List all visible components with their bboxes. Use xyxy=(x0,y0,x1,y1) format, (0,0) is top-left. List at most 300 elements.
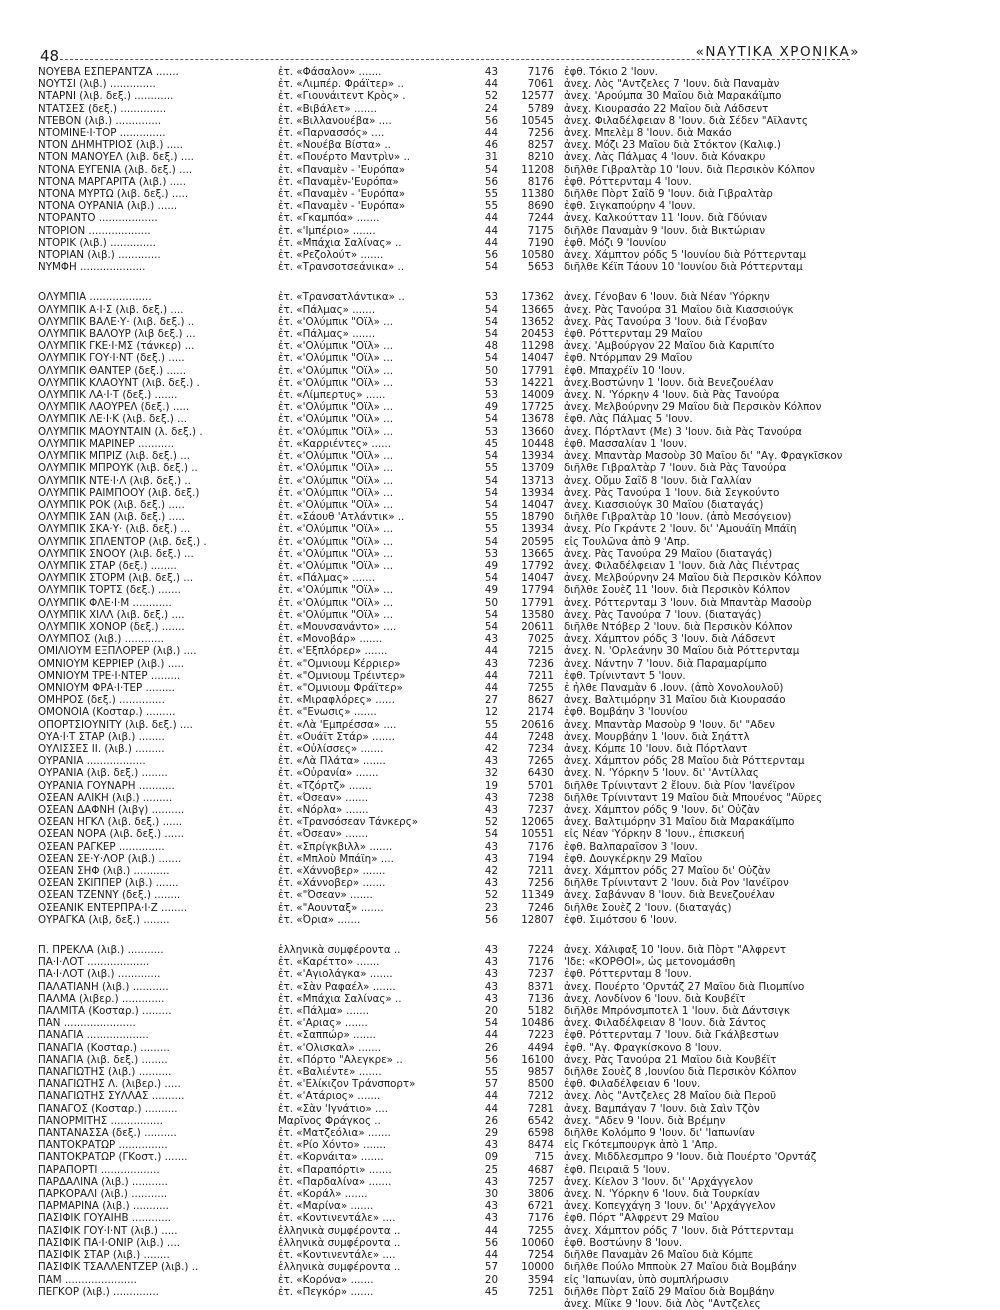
ship-agent: ἐτ. «Τρανσοτσεάνικα» .. xyxy=(278,261,405,274)
ship-tonnage: 6721 xyxy=(527,1200,554,1213)
ship-position: ἀνεχ. Ν. 'Ορλεάνην 30 Μαΐου διὰ Ρόττερνταμ xyxy=(564,645,800,658)
ship-agent: ἐτ. «Παναμὲν - 'Ευρόπα» xyxy=(278,188,406,201)
ship-tonnage: 7257 xyxy=(527,1175,554,1188)
ship-position: ἐφθ. Δουγκέρκην 29 Μαΐου xyxy=(564,852,703,865)
ship-agent: ἑλληνικὰ συμφέροντα .. xyxy=(278,1224,401,1237)
ship-tonnage: 7212 xyxy=(527,1090,554,1103)
ship-tonnage-code: 43 xyxy=(484,66,498,78)
table-row xyxy=(38,1176,842,1188)
ship-tonnage: 5701 xyxy=(527,779,554,792)
ship-tonnage-code: 50 xyxy=(484,364,498,377)
ship-position: ἀνεχ. Χάμπτον ρόδς 28 Μαΐου διὰ Ρόττερνταμ xyxy=(564,755,805,768)
ship-position: ἀνεχ. Μπαντὰρ Μασοὺρ 30 Μαΐου δι' "Αγ. Φραγκῖσκον xyxy=(564,450,842,463)
ship-position: ἀνεχ. Καλκούτταν 11 'Ιουν. διὰ Γδύνιαν xyxy=(564,212,768,225)
ship-position: ἐφθ. Φιλαδέλφειαν 6 'Ιουν. xyxy=(564,1078,701,1091)
ship-agent: ἐτ. «Ματζεόλια» ....... xyxy=(278,1127,391,1140)
ship-name: ΟΥΡΑΝΙΑ (λιβ. δεξ.) ........ xyxy=(38,767,168,780)
ship-agent: ἐτ. «Σαππώρ» ....... xyxy=(278,1029,376,1042)
ship-tonnage: 17794 xyxy=(521,584,554,597)
ship-agent: ἐτ. «'Ολύμπικ "Οϊλ» ... xyxy=(278,315,393,328)
ship-tonnage: 10000 xyxy=(521,1261,554,1274)
ship-name: ΟΜΙΛΙΟΥΜ ΕΞΠΛΟΡΕΡ (λιβ.) .... xyxy=(38,645,197,658)
ship-name: ΠΑΝΑΓΙΑ (Κοσταρ.) ......... xyxy=(38,1041,170,1054)
ship-tonnage: 13580 xyxy=(521,608,554,621)
ship-tonnage-code: 54 xyxy=(484,328,498,341)
ship-tonnage: 7190 xyxy=(527,236,554,249)
table-row xyxy=(38,90,842,102)
ship-position: ἀνεχ. Ρίο Γκράντε 2 'Ιουν. δι' 'Αμουάϊη Μπάϊη xyxy=(564,523,797,536)
ship-tonnage-code: 55 xyxy=(484,1066,498,1079)
ship-tonnage: 4687 xyxy=(527,1163,554,1176)
table-row xyxy=(38,1066,842,1078)
ship-position: ἀνεχ. Μόζι 23 Μαΐου διὰ Στόκτον (Καλιφ.) xyxy=(564,139,781,152)
ship-position: ἀνεχ. 'Αμβούργον 22 Μαΐου διὰ Καριπίτο xyxy=(564,340,775,353)
ship-agent: ἐτ. «Όσεαν» ....... xyxy=(278,828,369,841)
ship-name: ΟΥΛΙΣΣΕΣ ΙΙ. (λιβ.) ......... xyxy=(38,742,165,755)
ship-agent: ἐτ. «Οὐλίσσες» ....... xyxy=(278,742,384,755)
ship-tonnage: 8474 xyxy=(527,1139,554,1152)
ship-agent: ἐτ. «Πουέρτο Μαντρὶν» .. xyxy=(278,151,410,164)
ship-agent: ἐτ. «'Ολύμπικ "Οϊλ» ... xyxy=(278,340,393,353)
ship-name: ΝΤΟΡΑΝΤΟ .................. xyxy=(38,212,158,225)
ship-position: ἀνεχ. Κιουρασάο 22 Μαΐου διὰ Λάδσεντ xyxy=(564,102,769,115)
ship-agent: ἐτ. «'Ολύμπικ "Οϊλ» ... xyxy=(278,584,393,597)
ship-tonnage-code: 26 xyxy=(484,1114,498,1127)
table-row xyxy=(38,853,842,865)
ship-position: ἀνεχ. Νάντην 7 'Ιουν. διὰ Παραμαρίμπο xyxy=(564,657,767,670)
ship-agent: ἐτ. «Βαλιέντε» ....... xyxy=(278,1066,382,1079)
ship-tonnage: 14047 xyxy=(521,498,554,511)
ship-name: ΟΥΡΑΝΙΑ .................. xyxy=(38,755,146,768)
ship-name: ΟΛΥΜΠΙΚ ΣΤΟΡΜ (λιβ. δεξ.) ... xyxy=(38,572,194,585)
ship-tonnage-code: 52 xyxy=(484,816,498,829)
ship-tonnage: 13660 xyxy=(521,425,554,438)
ship-agent: ἐτ. «Φάσαλον» ....... xyxy=(278,66,382,78)
ship-tonnage: 17791 xyxy=(521,596,554,609)
ship-name: ΟΛΥΜΠΙΚ ΜΑΟΥΝΤΑΙΝ (λ. δεξ.) . xyxy=(38,425,203,438)
ship-name: ΟΜΟΝΟΙΑ (Κοσταρ.) ......... xyxy=(38,706,176,719)
ship-tonnage: 5789 xyxy=(527,102,554,115)
ship-position: ἀνεχ. Κίελον 3 'Ιουν. δι' 'Αρχάγγελον xyxy=(564,1175,753,1188)
ship-name: ΠΑΝΤΟΚΡΑΤΩΡ ............... xyxy=(38,1139,168,1152)
ship-tonnage-code: 43 xyxy=(484,633,498,646)
ship-name: ΟΛΥΜΠΙΚ ΜΠΡΙΖ (λιβ. δεξ.) ... xyxy=(38,450,191,463)
ship-name: ΟΣΕΑΝ ΡΑΓΚΕΡ .............. xyxy=(38,840,165,853)
ship-tonnage: 13652 xyxy=(521,315,554,328)
ship-position: διῆλθε Κολόμπο 9 'Ιουν. δι' 'Ιαπωνίαν xyxy=(564,1127,755,1140)
table-row xyxy=(38,511,842,523)
ship-tonnage: 2174 xyxy=(527,706,554,719)
ship-position: ἐφθ. Βομβάην 3 'Ιουνίου xyxy=(564,706,688,719)
ship-position: διῆλθε Πούλο Μπποὺκ 27 Μαΐου διὰ Βομβάην xyxy=(564,1261,797,1274)
ship-name: ΠΑΝΑΓΙΑ ................... xyxy=(38,1029,149,1042)
table-row xyxy=(38,377,842,389)
table-row xyxy=(38,914,842,926)
table-row xyxy=(38,1103,842,1115)
ship-agent: ἐτ. «Μπλοὺ Μπάϊη» .... xyxy=(278,852,394,865)
ship-position: ἀνεχ. Λὰς Πάλμας 4 'Ιουν. διὰ Κόνακρυ xyxy=(564,151,766,164)
ship-name: ΟΛΥΜΠΙΚ ΡΟΚ (λιβ. δεξ.) ..... xyxy=(38,498,185,511)
ship-name: ΝΤΟΡΙΟΝ ................... xyxy=(38,224,151,237)
ship-name: ΠΑΝΑΓΟΣ (Κοσταρ.) .......... xyxy=(38,1102,178,1115)
ship-tonnage-code: 42 xyxy=(484,865,498,877)
ship-position: ἀνεχ. Γένοβαν 6 'Ιουν. διὰ Νέαν 'Υόρκην xyxy=(564,291,770,304)
ship-tonnage-code: 44 xyxy=(484,1090,498,1103)
table-row xyxy=(38,816,842,828)
ship-agent: ἐτ. «Βιβάλετ» ....... xyxy=(278,102,377,115)
ship-tonnage-code: 44 xyxy=(484,224,498,237)
ship-agent: ἐτ. «Χάννοβερ» ....... xyxy=(278,865,386,877)
ship-tonnage-code: 46 xyxy=(484,139,498,152)
ship-name: ΟΛΥΜΠΙΑ ................... xyxy=(38,291,152,304)
ship-name: ΝΤΟΝ ΜΑΝΟΥΕΛ (λιβ. δεξ.) .... xyxy=(38,151,194,164)
table-row xyxy=(38,1212,842,1224)
ship-agent: ἐτ. «'Ολύμπικ "Οϊλ» ... xyxy=(278,474,393,487)
ship-tonnage-code: 44 xyxy=(484,1029,498,1042)
ship-tonnage: 8627 xyxy=(527,694,554,707)
table-row xyxy=(38,352,842,364)
ship-tonnage: 7211 xyxy=(527,669,554,682)
ship-tonnage-code: 43 xyxy=(484,657,498,670)
ship-tonnage: 11349 xyxy=(521,889,554,902)
ship-name: ΟΠΟΡΤΣΙΟΥΝΙΤΥ (λιβ. δεξ.) .... xyxy=(38,718,193,731)
table-row xyxy=(38,401,842,413)
ship-position: ἀνεχ. Χάμπτον ρόδς 7 'Ιουν. διὰ Ρόττερνταμ xyxy=(564,1224,794,1237)
ship-position: ἀνεχ. Φιλαδέλφειαν 8 'Ιουν. διὰ Σάντος xyxy=(564,1017,767,1030)
ship-name: ΠΑΜ ...................... xyxy=(38,1273,137,1286)
ship-tonnage: 7234 xyxy=(527,742,554,755)
table-row xyxy=(38,694,842,706)
ship-agent: ἐτ. «'Ολύμπικ "Οϊλ» ... xyxy=(278,352,393,365)
table-row xyxy=(38,1029,842,1041)
table-row xyxy=(38,103,842,115)
ship-name: ΠΑΣΙΦΙΚ ΤΣΑΛΛΕΝΤΖΕΡ (λιβ.) .. xyxy=(38,1261,199,1274)
ship-position: διῆλθε Τρίνινταντ 2 ἔΙουν. διὰ Ρίον 'Ιανέϊρον xyxy=(564,779,795,792)
ship-tonnage: 20611 xyxy=(521,620,554,633)
ship-agent: ἑλληνικὰ συμφέροντα .. xyxy=(278,944,401,957)
ship-position: ἀνεχ. Χάμπτον ρόδς 5 'Ιουνίου διὰ Ρόττερνταμ xyxy=(564,249,807,262)
ship-tonnage-code: 27 xyxy=(484,694,498,707)
ship-tonnage: 14221 xyxy=(521,376,554,389)
ship-name: ΝΤΟΡΙΑΝ (λιβ.) ............. xyxy=(38,249,161,262)
ship-tonnage-code: 48 xyxy=(484,340,498,353)
ship-agent: ἐτ. «"Ενωσις» ....... xyxy=(278,706,377,719)
ship-tonnage-code: 43 xyxy=(484,992,498,1005)
ship-tonnage-code: 43 xyxy=(484,791,498,804)
table-row xyxy=(38,633,842,645)
ship-agent: ἐτ. «Λὰ 'Εμπρέσσα» .... xyxy=(278,718,397,731)
ship-agent xyxy=(278,1298,458,1310)
ship-name: ΟΣΕΑΝ ΣΗΦ (λιβ.) ........... xyxy=(38,865,170,877)
table-row xyxy=(38,1225,842,1237)
ship-name: ΟΣΕΑΝ ΤΖΕΝΝΥ (δεξ.) ........ xyxy=(38,889,181,902)
ship-tonnage: 14009 xyxy=(521,389,554,402)
ship-tonnage-code: 45 xyxy=(484,437,498,450)
ship-name: ΝΤΟΜΙΝΕ·Ι·ΤΟΡ .............. xyxy=(38,127,166,140)
ship-name: ΠΑΣΙΦΙΚ ΠΑ·Ι·ΟΝΙΡ (λιβ.) .... xyxy=(38,1236,181,1249)
table-row xyxy=(38,127,842,139)
table-row xyxy=(38,572,842,584)
ship-name: ΝΤΟΝ ΔΗΜΗΤΡΙΟΣ (λιβ.) ..... xyxy=(38,139,184,152)
ship-tonnage-code: 43 xyxy=(484,956,498,969)
ship-name: ΟΛΥΜΠΙΚ ΛΑ·Ι·Τ (δεξ.) ....... xyxy=(38,389,178,402)
ship-position: διῆλθε Τρίνινταντ 19 Μαΐου διὰ Μπουένος "Αϋρες xyxy=(564,791,823,804)
page-number: 48 xyxy=(40,47,60,65)
ship-position: ἐφθ. Μπαχρέϊν 10 'Ιουν. xyxy=(564,364,686,377)
ship-name: ΟΣΕΑΝ ΣΕ·Υ·ΛΟΡ (λιβ.) ....... xyxy=(38,852,182,865)
table-row xyxy=(38,340,842,352)
ship-tonnage: 7025 xyxy=(527,633,554,646)
table-row xyxy=(38,1237,842,1249)
ship-tonnage-code: 44 xyxy=(484,1102,498,1115)
ship-name: ΟΣΕΑΝ ΔΑΦΝΗ (λιβγ) .......... xyxy=(38,803,185,816)
ship-name: ΟΛΥΜΠΙΚ ΦΛΕ·Ι·Μ ............ xyxy=(38,596,172,609)
table-row xyxy=(38,584,842,596)
ship-position: ἐφθ. Τόκιο 2 'Ιουν. xyxy=(564,66,658,78)
ship-agent: ἐτ. «"Αουνταξ» ....... xyxy=(278,901,384,914)
ship-tonnage: 13713 xyxy=(521,474,554,487)
ship-agent: ἐτ. «Κορόνα» ....... xyxy=(278,1273,374,1286)
ship-tonnage: 11298 xyxy=(521,340,554,353)
ship-tonnage-code: 43 xyxy=(484,803,498,816)
ship-agent: ἐτ. «"Ομνιουμ Φράϊτερ» xyxy=(278,681,403,694)
ship-tonnage-code: 54 xyxy=(484,498,498,511)
ship-agent: ἐτ. «Μπάχια Σαλίνας» .. xyxy=(278,236,402,249)
ship-agent: ἐτ. «'Ολύμπικ "Οϊλ» ... xyxy=(278,425,393,438)
ship-tonnage xyxy=(502,1298,564,1310)
ship-tonnage-code: 55 xyxy=(484,200,498,213)
ship-tonnage: 13678 xyxy=(521,413,554,426)
ship-tonnage: 3594 xyxy=(527,1273,554,1286)
table-row xyxy=(38,645,842,657)
table-row xyxy=(38,438,842,450)
table-row xyxy=(38,389,842,401)
ship-position: ἀνεχ. Βαλτιμόρην 31 Μαΐου διὰ Κιουρασάο xyxy=(564,694,786,707)
ship-tonnage: 7194 xyxy=(527,852,554,865)
ship-name: ΠΑΡΑΠΟΡΤΙ .................. xyxy=(38,1163,160,1176)
ship-position: διῆλθε Σουὲζ 11 'Ιουν. διὰ Περσικὸν Κόλπον xyxy=(564,584,791,597)
table-row xyxy=(38,755,842,767)
ship-position: ἀνεχ. Χάμπτον ρόδς 27 Μαΐου δι' Οὐζὰν xyxy=(564,865,771,877)
ship-tonnage-code: 32 xyxy=(484,767,498,780)
ship-agent: ἐτ. «Πόρτο "Αλεγκρε» .. xyxy=(278,1053,403,1066)
ship-name: ΟΛΥΜΠΙΚ ΓΚΕ·Ι·ΜΣ (τάνκερ) ... xyxy=(38,340,195,353)
table-row xyxy=(38,1127,842,1139)
table-row xyxy=(38,706,842,718)
ship-tonnage-code: 54 xyxy=(484,486,498,499)
ship-agent: ἐτ. «'Ολύμπικ "Οϊλ» ... xyxy=(278,462,393,475)
ship-position: ἀνεχ. Μίϊκε 9 'Ιουν. διὰ Λὸς "Αντζελες xyxy=(564,1297,761,1310)
ship-tonnage: 13665 xyxy=(521,303,554,316)
ship-tonnage: 715 xyxy=(534,1151,554,1164)
table-row xyxy=(38,609,842,621)
ship-tonnage: 8176 xyxy=(527,175,554,188)
ship-position: ἀνεχ. 'Αρούμπα 30 Μαΐου διὰ Μαρακάϊμπο xyxy=(564,90,782,103)
ship-agent: ἐτ. «Πάλμα» ....... xyxy=(278,1005,370,1018)
ship-position: ἐφθ. Τρίνινταντ 5 'Ιουν. xyxy=(564,669,686,682)
table-row xyxy=(38,78,842,90)
ship-agent: ἐτ. «'Ελίκιζον Τράνσπορτ» xyxy=(278,1078,416,1091)
ship-tonnage: 6430 xyxy=(527,767,554,780)
table-row xyxy=(38,475,842,487)
ship-agent: ἑλληνικὰ συμφέροντα .. xyxy=(278,1261,401,1274)
ship-position: διῆλθε Σουὲζ 8 ,Ιουνίου διὰ Περσικὸν Κόλπον xyxy=(564,1066,797,1079)
ship-agent: ἐτ. «Καρέττο» ....... xyxy=(278,956,380,969)
ship-tonnage-code: 54 xyxy=(484,163,498,176)
ship-tonnage-code: 43 xyxy=(484,1139,498,1152)
ship-tonnage-code: 43 xyxy=(484,968,498,981)
ship-position: ἀνεχ. Ρὰς Τανούρα 21 Μαΐου διὰ Κουβέϊτ xyxy=(564,1053,777,1066)
table-row xyxy=(38,151,842,163)
ship-tonnage: 3806 xyxy=(527,1188,554,1201)
table-row xyxy=(38,865,842,877)
group-separator xyxy=(38,926,842,944)
ship-tonnage-code: 44 xyxy=(484,645,498,658)
ship-name: ΟΛΥΜΠΙΚ ΤΟΡΤΣ (δεξ.) ....... xyxy=(38,584,181,597)
ship-name: ΟΛΥΜΠΙΚ ΣΝΟΟΥ (λιβ. δεξ.) ... xyxy=(38,547,194,560)
ship-agent: ἐτ. «'Αριας» ....... xyxy=(278,1017,368,1030)
ship-tonnage-code: 56 xyxy=(484,1236,498,1249)
ship-tonnage: 7244 xyxy=(527,212,554,225)
table-row xyxy=(38,828,842,840)
ship-agent: ἐτ. «Τζόρτζ» ....... xyxy=(278,779,372,792)
ship-tonnage: 10580 xyxy=(521,249,554,262)
ship-name: ΟΛΥΜΠΙΚ Α·Ι·Σ (λιβ. δεξ.) .... xyxy=(38,303,184,316)
table-row xyxy=(38,261,842,273)
ship-name: ΝΤΟΡΙΚ (λιβ.) .............. xyxy=(38,236,156,249)
ship-agent: ἐτ. «Όσεαν» ....... xyxy=(278,791,369,804)
ship-tonnage-code: 53 xyxy=(484,547,498,560)
ship-agent: ἐτ. «Λιμπέρ. Φράϊτερ» .. xyxy=(278,78,404,91)
ship-agent: ἐτ. «Πάλμας» ....... xyxy=(278,328,376,341)
ship-tonnage-code: 54 xyxy=(484,620,498,633)
ship-position: ἐ ἦλθε Παναμὰν 6 .Ιουν. (ἀπὸ Χονολουλοῦ) xyxy=(564,681,784,694)
ship-tonnage: 7224 xyxy=(527,944,554,957)
ship-agent: ἐτ. «Κορνάιτα» ....... xyxy=(278,1151,384,1164)
ship-tonnage-code: 57 xyxy=(484,1261,498,1274)
ship-tonnage-code: 43 xyxy=(484,1200,498,1213)
ship-tonnage-code: 54 xyxy=(484,352,498,365)
table-row xyxy=(38,1200,842,1212)
ship-name: ΝΟΥΕΒΑ ΕΣΠΕΡΑΝΤΖΑ ....... xyxy=(38,66,179,78)
ship-tonnage-code: 56 xyxy=(484,913,498,926)
table-row xyxy=(38,804,842,816)
ship-name: ΠΑΡΔΑΛΙΝΑ (λιβ.) ........... xyxy=(38,1175,168,1188)
table-row xyxy=(38,1005,842,1017)
table-row xyxy=(38,682,842,694)
ship-tonnage-code: 44 xyxy=(484,236,498,249)
ship-tonnage-code: 49 xyxy=(484,559,498,572)
ship-position: ἐφθ. Ρόττερνταμ 8 'Ιουν. xyxy=(564,968,692,981)
ship-agent: ἐτ. «Μουνσανάντο» .... xyxy=(278,620,397,633)
ship-position: ἀνεχ. Λὸς "Αντζελες 28 Μαΐου διὰ Περοῦ xyxy=(564,1090,777,1103)
ship-position: ἀνεχ.Βοστώνην 1 'Ιουν. διὰ Βενεζουέλαν xyxy=(564,376,774,389)
ship-name: ΟΛΥΜΠΙΚ ΣΑΝ (λιβ. δεξ.) ..... xyxy=(38,511,185,524)
ship-position: ἀνεχ. Ρὰς Τανούρα 1 'Ιουν. διὰ Σεγκούντο xyxy=(564,486,780,499)
ship-position: ἀνεχ. Λὸς "Αντζελες 7 'Ιουν. διὰ Παναμὰν xyxy=(564,78,780,91)
table-row xyxy=(38,365,842,377)
ship-tonnage-code: 55 xyxy=(484,188,498,201)
ship-position: ἀνεχ. Βαλτιμόρην 31 Μαΐου διὰ Μαρακάϊμπο xyxy=(564,816,795,829)
ship-agent: ἐτ. «Κοντινεντάλε» .... xyxy=(278,1249,396,1262)
ship-position: ἀνεχ. Πουέρτο 'Ορντάζ 27 Μαΐου διὰ Πιομπίνο xyxy=(564,980,805,993)
ship-tonnage: 5653 xyxy=(527,261,554,274)
ship-agent: ἐτ. «Όρια» ....... xyxy=(278,913,361,926)
ship-agent: ἐτ. «Νουέβα Βίστα» .. xyxy=(278,139,391,152)
ship-position: ἀνεχ. Σαβάνναν 8 'Ιουν. διὰ Βενεζουέλαν xyxy=(564,889,775,902)
ship-name: ΝΤΑΤΣΕΣ (δεξ.) .............. xyxy=(38,102,167,115)
ship-position: ἀνεχ. Ρόττερνταμ 3 'Ιουν. διὰ Μπαντὰρ Μασοὺρ xyxy=(564,596,812,609)
ship-position: εἰς Νέαν 'Υόρκην 8 'Ιουν., ἐπισκευή xyxy=(564,828,745,841)
ship-agent: ἐτ. «Οὐρανία» ....... xyxy=(278,767,379,780)
ship-name: ΟΛΥΜΠΙΚ ΧΟΝΟΡ (δεξ.) ....... xyxy=(38,620,185,633)
ship-name: ΟΥΡΑΓΚΑ (λιβ, δεξ.) ........ xyxy=(38,913,170,926)
ship-tonnage-code: 26 xyxy=(484,1041,498,1054)
ship-name: ΟΣΕΑΝ ΣΚΙΠΠΕΡ (λιβ.) ....... xyxy=(38,877,179,890)
table-row xyxy=(38,225,842,237)
ship-name: ΟΜΝΙΟΥΜ ΦΡΑ·Ι·ΤΕΡ ......... xyxy=(38,681,175,694)
ship-position: διῆλθε Σουὲζ 2 'Ιουν. (διαταγάς) xyxy=(564,901,732,914)
ship-position: ἀνεχ. Χάμπτον ρόδς 3 'Ιουν. διὰ Λάδσεντ xyxy=(564,633,776,646)
ship-tonnage: 7175 xyxy=(527,224,554,237)
ship-agent: ἐτ. «'Ολύμπικ "Οϊλ» ... xyxy=(278,364,393,377)
table-row xyxy=(38,115,842,127)
ship-name: ΝΤΟΝΑ ΜΑΡΓΑΡΙΤΑ (λιβ.) ..... xyxy=(38,175,186,188)
ship-tonnage-code: 56 xyxy=(484,1053,498,1066)
ship-position: ἀνεχ. Μελβούρνην 24 Μαΐου διὰ Περσικὸν Κόλπον xyxy=(564,572,822,585)
ship-agent: ἐτ. «Μπάχια Σαλίνας» .. xyxy=(278,992,402,1005)
ship-name: ΟΛΥΜΠΙΚ ΧΙΛΛ (λιβ. δεξ.) .... xyxy=(38,608,185,621)
ship-tonnage: 8500 xyxy=(527,1078,554,1091)
ship-position: εἰς 'Ιαπωνίαν, ὑπὸ συμπλήρωσιν xyxy=(564,1273,729,1286)
ship-name: ΠΑΝΑΓΙΑ (λιβ. δεξ.) ........ xyxy=(38,1053,168,1066)
ship-tonnage: 17725 xyxy=(521,401,554,414)
ship-position: ἐφθ. Μόζι 9 'Ιουνίου xyxy=(564,236,667,249)
ship-agent: ἐτ. «'Ολισκαλ» ....... xyxy=(278,1041,382,1054)
ship-position: ἐφθ. Ρόττερνταμ 7 'Ιουν. διὰ Γκάλβεστων xyxy=(564,1029,779,1042)
ship-agent: ἐτ. «'Ολύμπικ "Οϊλ» ... xyxy=(278,535,393,548)
ship-position: διῆλθε Ντόβερ 2 'Ιουν. διὰ Περσικὸν Κόλπον xyxy=(564,620,793,633)
group-separator xyxy=(38,273,842,291)
ship-tonnage: 18790 xyxy=(521,511,554,524)
table-row xyxy=(38,956,842,968)
ship-agent: ἐτ. «Παναμὲν - 'Ευρόπα» xyxy=(278,200,406,213)
ship-name: ΝΤΑΡΝΙ (λιβ. δεξ.) ............ xyxy=(38,90,174,103)
ship-agent: ἐτ. «'Ολύμπικ "Οϊλ» ... xyxy=(278,596,393,609)
table-row xyxy=(38,1090,842,1102)
ship-tonnage: 7281 xyxy=(527,1102,554,1115)
ship-tonnage: 7215 xyxy=(527,645,554,658)
ship-tonnage: 16100 xyxy=(521,1053,554,1066)
ship-tonnage-code: 44 xyxy=(484,1249,498,1262)
ship-tonnage: 7236 xyxy=(527,657,554,670)
ship-agent: ἐτ. «'Ατάριος» ....... xyxy=(278,1090,381,1103)
table-row xyxy=(38,877,842,889)
ship-position: ἀνεχ. Λονδίνον 6 'Ιουν. διὰ Κουβέϊτ xyxy=(564,992,746,1005)
ship-tonnage-code: 52 xyxy=(484,90,498,103)
table-row xyxy=(38,536,842,548)
table-row xyxy=(38,902,842,914)
ship-name: ΠΑΝΑΓΙΩΤΗΣ Λ. (λιβερ.) ..... xyxy=(38,1078,181,1091)
ship-name xyxy=(38,1298,278,1310)
ship-tonnage: 12065 xyxy=(521,816,554,829)
table-row xyxy=(38,1188,842,1200)
ship-agent: ἐτ. «Σπρίγκβιλλ» ....... xyxy=(278,840,393,853)
table-row xyxy=(38,176,842,188)
table-row xyxy=(38,1151,842,1163)
ship-agent: ἐτ. «'Αγιολάγκα» ....... xyxy=(278,968,393,981)
table-row xyxy=(38,993,842,1005)
